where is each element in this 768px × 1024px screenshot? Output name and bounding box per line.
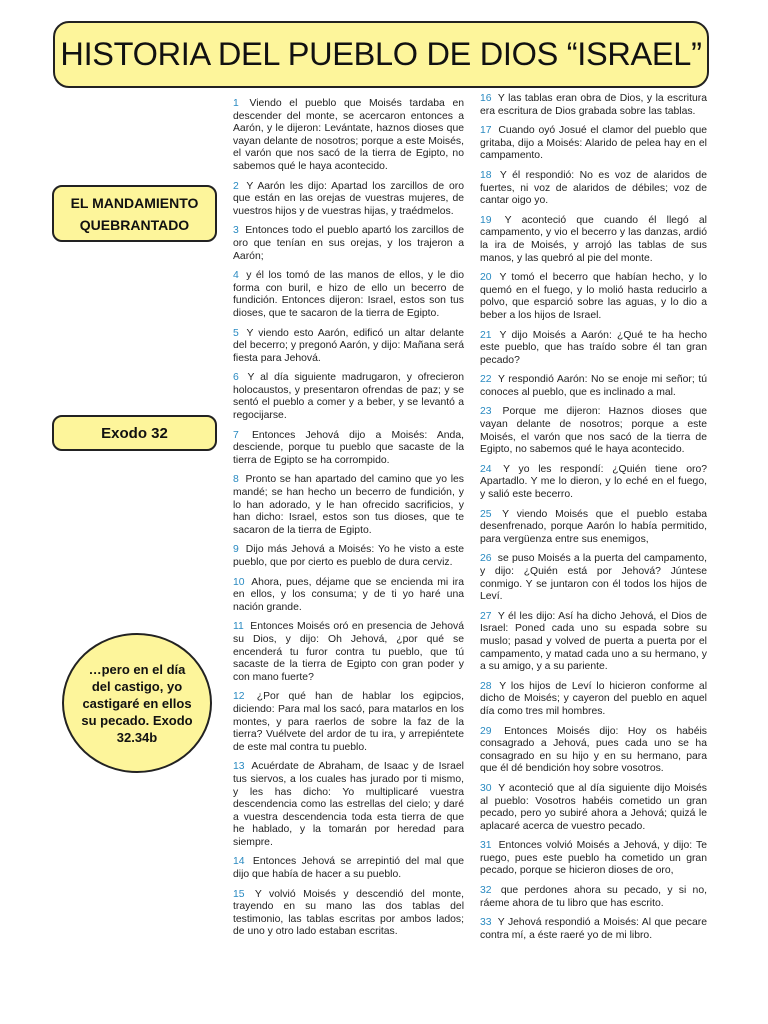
verse (233, 577, 464, 615)
verse-number: 15 (233, 888, 245, 900)
verse (480, 125, 707, 163)
verse-text: Porque me dijeron: Haznos dioses que vayan delante de nosotros; porque a este Moisés, el varón que nos sacó de la tierra de Egipto, no sabemos qué le haya acontecido. (480, 406, 707, 456)
verse-number: 13 (233, 761, 245, 773)
verse-number: 32 (480, 885, 492, 897)
verse (233, 328, 464, 366)
verses-column-right (480, 93, 707, 949)
verse-text: Y los hijos de Leví lo hicieron conforme al dicho de Moisés; y cayeron del pueblo en aquel día como tres mil hombres. (480, 680, 707, 717)
verse-number: 30 (480, 782, 492, 794)
verse (480, 611, 707, 674)
verse-text: Y Jehová respondió a Moisés: Al que pecare contra mí, a éste raeré yo de mi libro. (480, 917, 707, 941)
verse (233, 98, 464, 174)
verse (233, 856, 464, 881)
verse-number: 9 (233, 544, 239, 556)
verse-number: 17 (480, 125, 492, 137)
verse (480, 215, 707, 265)
verse (480, 374, 707, 399)
verse-text: Entonces Jehová dijo a Moisés: Anda, desciende, porque tu pueblo que sacaste de la tierra de Egipto se ha corrompido. (233, 429, 464, 466)
verse-text: Y Aarón les dijo: Apartad los zarcillos de oro que están en las orejas de vuestras mujeres, de vuestros hijos y de vuestras hijas, y traédmelos. (233, 180, 464, 217)
verse (233, 691, 464, 754)
verse-number: 20 (480, 272, 492, 284)
verse (480, 406, 707, 456)
verse-text: y él los tomó de las manos de ellos, y le dio forma con buril, e hizo de ello un becerro de fundición. Entonces dijeron: Israel, estos son tus dioses, que te sacaron de la tierra de Egipto. (233, 270, 464, 319)
verse-text: Y respondió Aarón: No se enoje mi señor; tú conoces al pueblo, que es inclinado a mal. (480, 374, 708, 398)
verse-number: 7 (233, 429, 239, 441)
verse (480, 783, 707, 833)
verse-number: 22 (480, 374, 492, 386)
verse (480, 681, 707, 719)
verse-text: Y viendo esto Aarón, edificó un altar delante del becerro; y pregonó Aarón, y dijo: Mañana será fiesta para Jehová. (233, 327, 464, 364)
verse-number: 29 (480, 725, 492, 737)
verse-text: Y dijo Moisés a Aarón: ¿Qué te ha hecho este pueblo, que has traído sobre él tan gran pecado? (480, 329, 708, 366)
verse (480, 330, 707, 368)
verse-number: 21 (480, 329, 492, 341)
verse-text: Viendo el pueblo que Moisés tardaba en descender del monte, se acercaron entonces a Aarón, y le dijeron: Levántate, haznos dioses que vayan delante de nosotros; porque a este Moisés, el varón que nos sacó de la tierra de Egipto, no sabemos qué le haya acontecido. (233, 98, 465, 172)
verse-number: 27 (480, 610, 492, 622)
verse-text: Cuando oyó Josué el clamor del pueblo que gritaba, dijo a Moisés: Alarido de pelea hay en el campamento. (480, 125, 708, 162)
verse (233, 372, 464, 422)
verse-text: Entonces volvió Moisés a Jehová, y dijo: Te ruego, pues este pueblo ha cometido un gran pecado, porque se hicieron dioses de oro, (480, 840, 707, 877)
verse-number: 3 (233, 225, 239, 237)
verse (233, 889, 464, 939)
verse (480, 509, 707, 547)
verse-text: Entonces todo el pueblo apartó los zarcillos de oro que tenían en sus orejas, y los trajeron a Aarón; (233, 225, 464, 262)
mandamiento-label-box (52, 185, 217, 242)
verse-text: Y viendo Moisés que el pueblo estaba desenfrenado, porque Aarón lo había permitido, para vergüenza entre sus enemigos, (480, 508, 708, 545)
verse-text: Y aconteció que cuando él llegó al campamento, y vio el becerro y las danzas, ardió la ira de Moisés, y arrojó las tablas de sus manos, y las quebró al pie del monte. (480, 214, 707, 264)
verse (233, 621, 464, 684)
verse-number: 24 (480, 463, 492, 475)
verse-number: 2 (233, 180, 239, 192)
verse-text: Dijo más Jehová a Moisés: Yo he visto a este pueblo, que por cierto es pueblo de dura cerviz. (233, 544, 464, 568)
verse-text: Y aconteció que al día siguiente dijo Moisés al pueblo: Vosotros habéis cometido un gran pecado, pero yo subiré ahora a Jehová; quizá le aplacaré acerca de vuestro pecado. (480, 782, 707, 832)
verse-number: 18 (480, 169, 492, 181)
verse (480, 840, 707, 878)
verse-number: 16 (480, 93, 492, 104)
verse (480, 93, 707, 118)
verse-number: 19 (480, 214, 492, 226)
verse-number: 26 (480, 553, 492, 565)
verse-text: se puso Moisés a la puerta del campamento, y dijo: ¿Quién está por Jehová? Júntese conmigo. Y se juntaron con él todos los hijos de Leví. (480, 553, 707, 603)
mandamiento-label: EL MANDAMIENTO QUEBRANTADO (70, 194, 199, 233)
reference-label: Exodo 32 (101, 424, 168, 442)
verse-number: 1 (233, 98, 239, 109)
verse-text: Y tomó el becerro que habían hecho, y lo quemó en el fuego, y lo molió hasta reducirlo a polvo, que esparció sobre las aguas, y lo dio a beber a los hijos de Israel. (480, 272, 708, 321)
verse (480, 885, 707, 910)
page-title: HISTORIA DEL PUEBLO DE DIOS “ISRAEL” (60, 36, 702, 72)
verse-text: Y yo les respondí: ¿Quién tiene oro? Apartadlo. Y me lo dieron, y lo eché en el fuego, y salió este becerro. (480, 463, 707, 501)
verse (480, 170, 707, 208)
verse-number: 14 (233, 856, 245, 868)
verse-number: 6 (233, 372, 239, 384)
verse-text: que perdones ahora su pecado, y si no, ráeme ahora de tu libro que has escrito. (480, 885, 707, 909)
verse-text: Y al día siguiente madrugaron, y ofrecieron holocaustos, y presentaron ofrendas de paz; y se sentó el pueblo a comer y a beber, y se levantó a regocijarse. (233, 372, 464, 422)
quote-text: …pero en el día del castigo, yo castigaré en ellos su pecado. Exodo 32.34b (81, 661, 193, 745)
verse-text: Pronto se han apartado del camino que yo les mandé; se han hecho un becerro de fundición, y lo han adorado, y le han ofrecido sacrificios, y han dicho: Israel, estos son tus dioses, que te sacaron de la tierra de Egipto. (233, 474, 464, 536)
verse-number: 31 (480, 840, 492, 852)
verse-number: 8 (233, 474, 239, 486)
quote-oval (62, 633, 212, 773)
verse-text: Acuérdate de Abraham, de Isaac y de Israel tus siervos, a los cuales has jurado por ti mismo, y les has dicho: Yo multiplicaré vuestra descendencia como las estrellas del cielo; y daré a vuestra descendencia toda esta tierra de que he hablado, y la tomarán por heredad para siempre. (233, 761, 464, 848)
verse-number: 12 (233, 691, 245, 703)
verse (233, 430, 464, 468)
verse-text: Y él respondió: No es voz de alaridos de fuertes, ni voz de alaridos de débiles; voz de cantar oigo yo. (480, 169, 707, 207)
verse-number: 33 (480, 917, 492, 929)
verse (233, 225, 464, 263)
verse-text: Ahora, pues, déjame que se encienda mi ira en ellos, y los consuma; y de ti yo haré una nación grande. (233, 576, 464, 613)
verse (233, 270, 464, 320)
verse-text: Y él les dijo: Así ha dicho Jehová, el Dios de Israel: Poned cada uno su espada sobre su muslo; pasad y volved de puerta a puerta por el campamento, y matad cada uno a su hermano, y a su amigo, y a su pariente. (480, 610, 707, 673)
verse (233, 761, 464, 849)
page-title-box (53, 21, 709, 88)
verse (480, 272, 707, 322)
verse-number: 10 (233, 576, 245, 588)
verse (480, 726, 707, 776)
verse (480, 553, 707, 603)
verse-text: Entonces Moisés dijo: Hoy os habéis consagrado a Jehová, pues cada uno se ha consagrado en su hijo y en su hermano, para que él dé bendición hoy sobre vosotros. (480, 725, 707, 775)
verse-text: Y las tablas eran obra de Dios, y la escritura era escritura de Dios grabada sobre las tablas. (480, 93, 707, 117)
verse (480, 464, 707, 502)
verse-text: ¿Por qué han de hablar los egipcios, diciendo: Para mal los sacó, para matarlos en los montes, y para raerlos de sobre la faz de la tierra? Vuélvete del ardor de tu ira, y arrepiéntete de este mal contra tu pueblo. (233, 691, 464, 753)
verse-number: 25 (480, 508, 492, 520)
verse-text: Entonces Jehová se arrepintió del mal que dijo que había de hacer a su pueblo. (233, 856, 464, 881)
verse-number: 4 (233, 270, 239, 282)
reference-label-box (52, 415, 217, 451)
verse-text: Y volvió Moisés y descendió del monte, trayendo en su mano las dos tablas del testimonio, las tablas escritas por ambos lados; de uno y otro lado estaban escritas. (233, 888, 464, 938)
verse-number: 28 (480, 680, 492, 692)
verse (480, 917, 707, 942)
verses-column-left (233, 98, 464, 946)
verse-number: 11 (233, 621, 244, 633)
verse-text: Entonces Moisés oró en presencia de Jehová su Dios, y dijo: Oh Jehová, ¿por qué se encenderá tu furor contra tu pueblo, que tú sacaste de la tierra de Egipto con gran poder y con mano fuerte? (233, 621, 464, 683)
verse (233, 474, 464, 537)
verse (233, 181, 464, 219)
verse (233, 544, 464, 569)
verse-number: 5 (233, 327, 239, 339)
verse-number: 23 (480, 406, 492, 418)
